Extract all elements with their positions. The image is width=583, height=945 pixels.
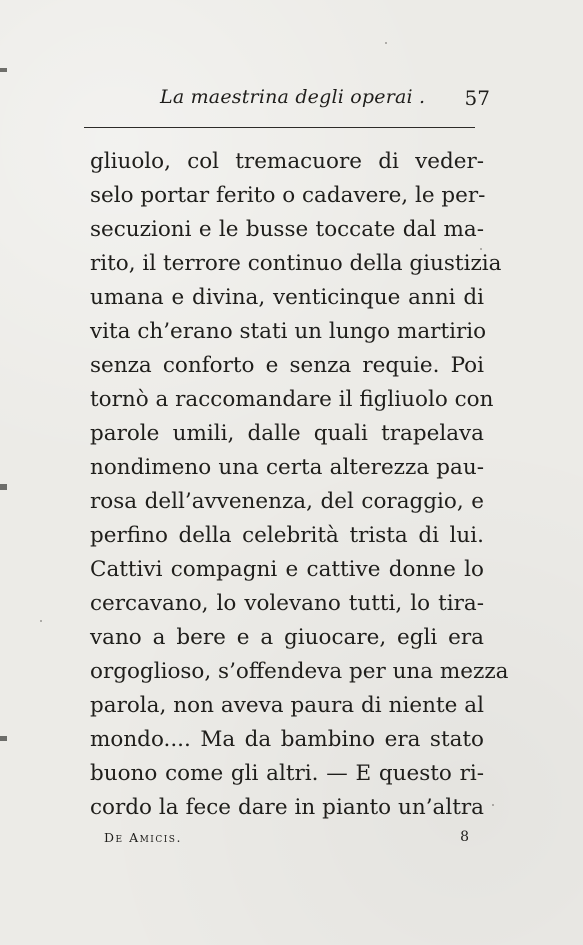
- text-line: nondimeno una certa alterezza pau-: [90, 455, 484, 480]
- text-line: Cattivi compagni e cattive donne lo: [90, 557, 484, 582]
- text-line: senza conforto e senza requie. Poi: [90, 353, 484, 378]
- left-edge-mark-top: [0, 68, 7, 72]
- running-title: La maestrina degli operai .: [160, 86, 426, 108]
- text-line: rosa dell’avvenenza, del coraggio, e: [90, 489, 484, 514]
- text-line: mondo.... Ma da bambino era stato: [90, 727, 484, 752]
- text-line: selo portar ferito o cadavere, le per-: [90, 183, 486, 208]
- left-edge-mark-middle: [0, 484, 7, 490]
- text-line: parole umili, dalle quali trapelava: [90, 421, 484, 446]
- text-line: buono come gli altri. — E questo ri-: [90, 761, 484, 786]
- text-line: cercavano, lo volevano tutti, lo tira-: [90, 591, 484, 616]
- paper-speck: [385, 42, 387, 44]
- text-line: secuzioni e le busse toccate dal ma-: [90, 217, 484, 242]
- text-line: vano a bere e a giuocare, egli era: [90, 625, 484, 650]
- text-line: parola, non aveva paura di niente al: [90, 693, 484, 718]
- text-line: gliuolo, col tremacuore di veder-: [90, 149, 484, 174]
- text-line: perfino della celebrità trista di lui.: [90, 523, 484, 548]
- text-line: cordo la fece dare in pianto un’altra: [90, 795, 484, 820]
- footer-signature-number: 8: [460, 829, 469, 845]
- header-rule: [84, 127, 475, 128]
- page-footer: [104, 830, 469, 854]
- text-line: tornò a raccomandare il figliuolo con: [90, 387, 494, 412]
- left-edge-mark-lower: [0, 736, 7, 741]
- page-header: [160, 86, 490, 116]
- text-line: orgoglioso, s’offendeva per una mezza: [90, 659, 509, 684]
- paper-speck: [492, 804, 494, 806]
- page-number: 57: [464, 86, 490, 110]
- text-line: umana e divina, venticinque anni di: [90, 285, 484, 310]
- text-line: vita ch’erano stati un lungo martirio: [90, 319, 487, 344]
- text-line: rito, il terrore continuo della giustizia: [90, 251, 502, 276]
- footer-signature: De Amicis.: [104, 830, 182, 845]
- paper-speck: [40, 620, 42, 622]
- body-text: [90, 145, 509, 825]
- paper-speck: [480, 248, 482, 250]
